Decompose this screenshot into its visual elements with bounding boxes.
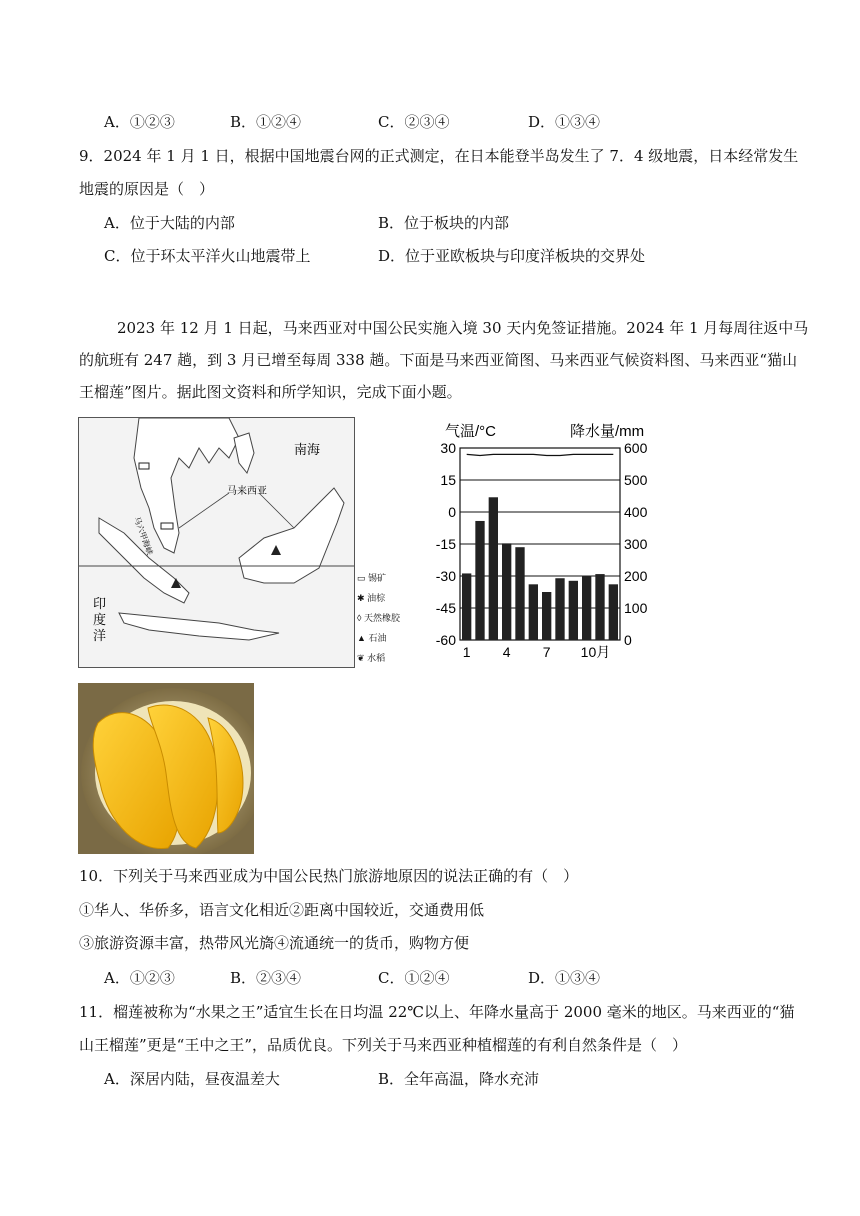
legend-item-rice: ❦ 水稻 (357, 653, 386, 663)
q9-option-c: C．位于环太平洋火山地震带上 (104, 247, 311, 265)
x-tick: 1 (462, 644, 471, 660)
rubber-icon: ◊ (357, 613, 362, 623)
q11-option-b: B．全年高温，降水充沛 (378, 1070, 540, 1088)
legend-item-oil-palm: ✱ 油棕 (357, 593, 386, 603)
precip-bar (569, 581, 578, 640)
y-left-tick: -45 (435, 600, 456, 616)
q9-option-b: B．位于板块的内部 (378, 214, 510, 232)
material-line2: 的航班有 247 趟，到 3 月已增至每周 338 趟。下面是马来西亚简图、马来西亚气候资料图、马来西亚“猫山 (79, 351, 798, 369)
q9-stem-line1: 9．2024 年 1 月 1 日，根据中国地震台网的正式测定，在日本能登半岛发生了 7．4 级地震，日本经常发生 (79, 147, 799, 165)
map-label-indian-ocean-3: 洋 (93, 628, 107, 643)
y-right-tick: 0 (624, 632, 632, 648)
q11-option-a: A．深居内陆，昼夜温差大 (104, 1070, 280, 1088)
q10-items-line2: ③旅游资源丰富，热带风光旖④流通统一的货币，购物方便 (79, 934, 470, 952)
x-tick: 4 (502, 644, 511, 660)
y-right-tick: 600 (624, 440, 648, 456)
q8-option-d: D．①③④ (528, 113, 601, 131)
y-right-tick: 200 (624, 568, 648, 584)
y-left-tick: -15 (435, 536, 456, 552)
precip-bar (475, 521, 484, 640)
durian-photo (78, 683, 254, 854)
precip-bar (462, 573, 471, 640)
q8-option-c: C．②③④ (378, 113, 450, 131)
tin-mine-icon: ▭ (357, 573, 366, 583)
precip-bar (582, 576, 591, 640)
precip-bar (515, 547, 524, 640)
y-left-tick: -30 (435, 568, 456, 584)
malaysia-map (78, 417, 355, 668)
y-right-tick: 300 (624, 536, 648, 552)
q10-option-a: A．①②③ (104, 969, 175, 987)
x-tick: 7 (542, 644, 551, 660)
legend-item-tin: ▭ 锡矿 (357, 573, 387, 583)
x-tick: 10月 (580, 644, 611, 660)
material-line3: 王榴莲”图片。据此图文资料和所学知识，完成下面小题。 (79, 383, 462, 401)
map-label-south-sea: 南海 (294, 442, 321, 457)
q10-option-b: B．②③④ (230, 969, 302, 987)
precip-bar (595, 574, 604, 640)
q9-option-d: D．位于亚欧板块与印度洋板块的交界处 (378, 247, 646, 265)
q8-option-b: B．①②④ (230, 113, 302, 131)
rice-icon: ❦ (357, 653, 365, 663)
material-line1: 2023 年 12 月 1 日起，马来西亚对中国公民实施入境 30 天内免签证措施。2024 年 1 月每周往返中马 (117, 319, 809, 337)
legend-item-oil: ▲ 石油 (357, 633, 387, 643)
y-right-tick: 400 (624, 504, 648, 520)
y-right-tick: 500 (624, 472, 648, 488)
y-right-tick: 100 (624, 600, 648, 616)
y-left-tick: 30 (440, 440, 456, 456)
precip-bar (502, 543, 511, 640)
y-left-tick: 0 (448, 504, 456, 520)
q10-option-c: C．①②④ (378, 969, 450, 987)
climate-chart (425, 418, 670, 668)
map-legend (357, 568, 400, 668)
map-label-indian-ocean-1: 印 (93, 596, 107, 611)
precip-bar (489, 497, 498, 640)
precip-bar (542, 592, 551, 640)
legend-item-rubber: ◊ 天然橡胶 (357, 613, 400, 623)
map-label-strait: 马六甲海峡 (132, 515, 155, 557)
q9-stem-line2: 地震的原因是（ ） (79, 180, 215, 198)
map-label-indian-ocean-2: 度 (93, 612, 107, 627)
precip-bar (529, 584, 538, 640)
y-left-axis-title: 气温/°C (445, 423, 496, 440)
y-left-tick: -60 (435, 632, 456, 648)
precip-bar (555, 578, 564, 640)
temperature-line (467, 454, 614, 455)
y-right-axis-title: 降水量/mm (570, 423, 645, 440)
y-left-tick: 15 (440, 472, 456, 488)
q10-items-line1: ①华人、华侨多，语言文化相近②距离中国较近，交通费用低 (79, 901, 485, 919)
q10-option-d: D．①③④ (528, 969, 601, 987)
oil-palm-icon: ✱ (357, 593, 365, 603)
oil-icon: ▲ (357, 633, 366, 643)
q8-option-a: A．①②③ (104, 113, 175, 131)
q9-option-a: A．位于大陆的内部 (104, 214, 235, 232)
q11-stem-line2: 山王榴莲”更是“王中之王”，品质优良。下列关于马来西亚种植榴莲的有利自然条件是（ ） (79, 1036, 688, 1054)
precip-bar (609, 584, 618, 640)
q10-stem: 10．下列关于马来西亚成为中国公民热门旅游地原因的说法正确的有（ ） (79, 867, 579, 885)
q11-stem-line1: 11．榴莲被称为“水果之王”适宜生长在日均温 22℃以上、年降水量高于 2000 毫米的地区。马来西亚的“猫 (79, 1003, 795, 1021)
map-label-malaysia: 马来西亚 (227, 486, 267, 497)
